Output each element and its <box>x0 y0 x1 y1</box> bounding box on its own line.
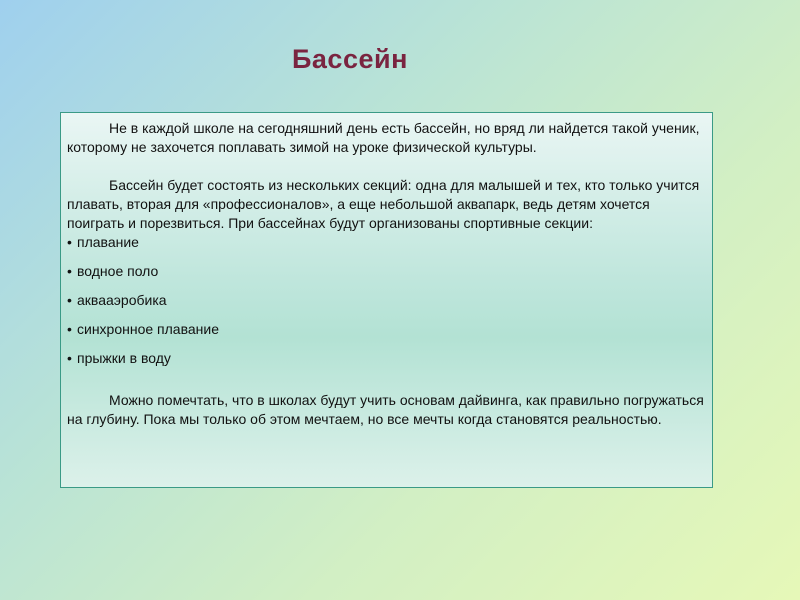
list-item <box>67 291 704 320</box>
list-item-label: синхронное плавание <box>77 321 219 337</box>
bullet-icon: • <box>67 321 72 337</box>
content-box <box>60 112 713 488</box>
intro-paragraph-text: Не в каждой школе на сегодняшний день есть бассейн, но вряд ли найдется такой ученик, которому не захочется поплавать зимой на уроке физической культуры. <box>67 120 700 155</box>
pool-sections-paragraph <box>67 176 704 233</box>
list-item-label: плавание <box>77 234 139 250</box>
sports-sections-list <box>67 233 704 378</box>
list-item-label: водное поло <box>77 263 159 279</box>
list-item <box>67 262 704 291</box>
intro-paragraph <box>67 119 704 157</box>
list-item <box>67 349 704 378</box>
bullet-icon: • <box>67 350 72 366</box>
list-item <box>67 233 704 262</box>
list-item-label: аквааэробика <box>77 292 167 308</box>
bullet-icon: • <box>67 263 72 279</box>
slide-title: Бассейн <box>292 44 408 74</box>
pool-sections-paragraph-text: Бассейн будет состоять из нескольких секций: одна для малышей и тех, кто только учится плавать, вторая для «профессионалов», а еще небольшой аквапарк, ведь детям хочется поиграть и порезвиться. При бассейнах будут организованы спортивные секции: <box>67 177 700 231</box>
bullet-icon: • <box>67 234 72 250</box>
list-item <box>67 320 704 349</box>
list-item-label: прыжки в воду <box>77 350 171 366</box>
diving-paragraph-text: Можно помечтать, что в школах будут учить основам дайвинга, как правильно погружаться на глубину. Пока мы только об этом мечтаем, но все мечты когда становятся реальностью. <box>67 392 704 427</box>
bullet-icon: • <box>67 292 72 308</box>
diving-paragraph <box>67 391 704 429</box>
